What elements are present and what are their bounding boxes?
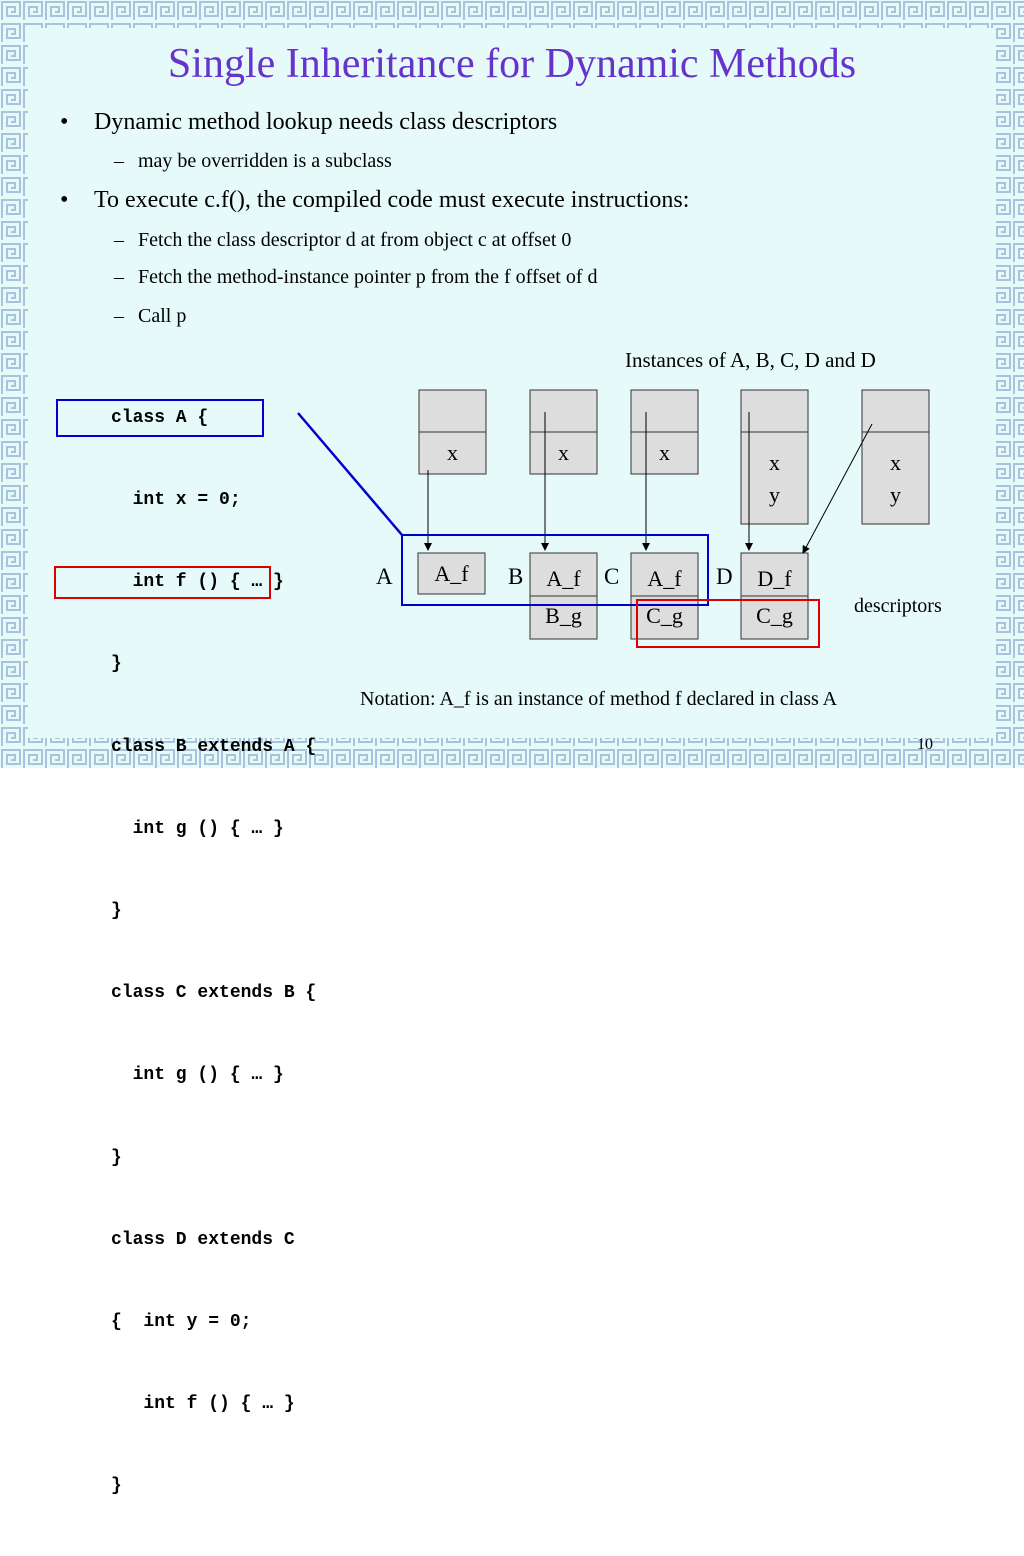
code-line: } bbox=[111, 901, 122, 922]
page-number: 10 bbox=[917, 736, 933, 753]
method-entry: D_f bbox=[757, 566, 792, 591]
bullet-text: Dynamic method lookup needs class descriptors bbox=[94, 109, 558, 135]
class-label-a: A bbox=[376, 564, 393, 589]
subbullet-text: Call p bbox=[138, 305, 187, 327]
bullet-marker: • bbox=[60, 109, 69, 135]
code-line: { int y = 0; bbox=[111, 1312, 252, 1333]
code-line: class A { bbox=[111, 407, 209, 428]
code-line: int g () { … } bbox=[111, 818, 284, 839]
subbullet-marker: – bbox=[114, 266, 124, 288]
field-label: x bbox=[447, 440, 458, 465]
subbullet-marker: – bbox=[114, 150, 124, 172]
highlight-g-override bbox=[55, 567, 270, 598]
slide-title: Single Inheritance for Dynamic Methods bbox=[167, 41, 857, 87]
field-label: x bbox=[659, 440, 670, 465]
code-line: } bbox=[111, 1147, 122, 1168]
code-line: class B extends A { bbox=[111, 736, 317, 757]
code-line: class C extends B { bbox=[111, 983, 317, 1004]
field-label: y bbox=[769, 482, 780, 507]
method-entry: A_f bbox=[546, 566, 581, 591]
code-line: int x = 0; bbox=[111, 490, 241, 511]
code-line: int g () { … } bbox=[111, 1065, 284, 1086]
code-line: int f () { … } bbox=[111, 1394, 295, 1415]
highlight-f-declaration bbox=[57, 400, 263, 436]
descriptors-caption: descriptors bbox=[854, 595, 942, 617]
subbullet-text: Fetch the method-instance pointer p from the f offset of d bbox=[138, 266, 598, 288]
notation-text: Notation: A_f is an instance of method f declared in class A bbox=[360, 688, 838, 710]
subbullet-marker: – bbox=[114, 229, 124, 251]
method-entry: B_g bbox=[545, 603, 582, 628]
method-entry: A_f bbox=[647, 566, 682, 591]
code-line: int f () { … } bbox=[111, 572, 284, 593]
bullet-marker: • bbox=[60, 187, 69, 213]
subbullet-marker: – bbox=[114, 305, 124, 327]
instances-caption: Instances of A, B, C, D and D bbox=[625, 348, 876, 372]
highlight-connector bbox=[298, 413, 402, 535]
method-entry: A_f bbox=[434, 561, 469, 586]
bullet-text: To execute c.f(), the compiled code must execute instructions: bbox=[94, 187, 690, 213]
code-line: } bbox=[111, 1476, 122, 1497]
code-line: class D extends C bbox=[111, 1229, 295, 1250]
class-label-c: C bbox=[604, 564, 620, 589]
descriptor-diagram bbox=[0, 0, 1024, 768]
subbullet-text: Fetch the class descriptor d at from object c at offset 0 bbox=[138, 229, 572, 251]
method-entry: C_g bbox=[646, 603, 683, 628]
class-label-b: B bbox=[508, 564, 524, 589]
subbullet-text: may be overridden is a subclass bbox=[138, 150, 392, 172]
field-label: x bbox=[558, 440, 569, 465]
code-line: } bbox=[111, 654, 122, 675]
field-label: y bbox=[890, 482, 901, 507]
field-label: x bbox=[769, 450, 780, 475]
field-label: x bbox=[890, 450, 901, 475]
method-entry: C_g bbox=[756, 603, 793, 628]
class-label-d: D bbox=[716, 564, 733, 589]
